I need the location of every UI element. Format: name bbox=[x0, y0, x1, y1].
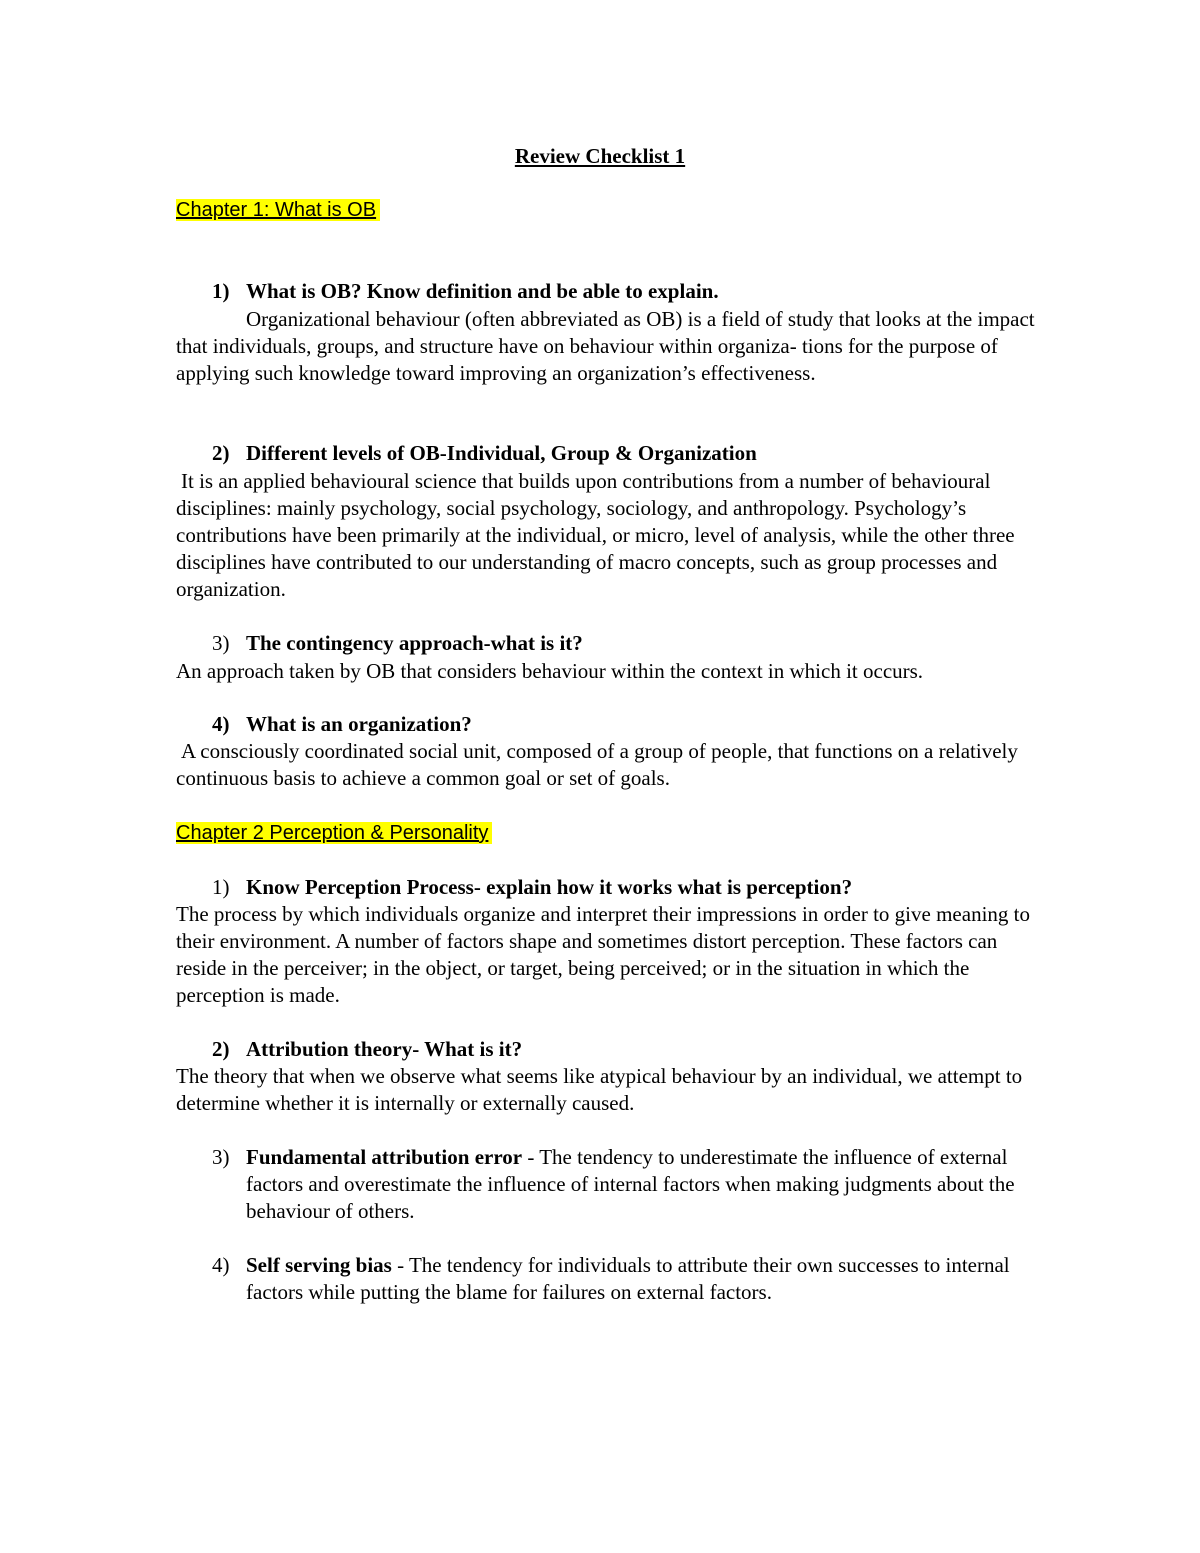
ch2-item4-number: 4) bbox=[212, 1253, 230, 1277]
ch1-q3-text: The contingency approach-what is it? bbox=[246, 631, 583, 655]
ch2-item4-body bbox=[212, 1252, 1042, 1306]
ch1-q1-text: What is OB? Know definition and be able to explain. bbox=[246, 279, 719, 303]
chapter-2-heading-text: Chapter 2 Perception & Personality bbox=[176, 822, 492, 844]
ch1-q3 bbox=[212, 630, 583, 657]
ch1-q2-text: Different levels of OB-Individual, Group & Organization bbox=[246, 441, 757, 465]
chapter-1-heading-text: Chapter 1: What is OB bbox=[176, 199, 380, 221]
ch2-a1: The process by which individuals organize and interpret their impressions in order to give meaning to their environment. A number of factors shape and sometimes distort perception. These factors can reside in the perceiver; in the object, or target, being perceived; or in the situation in which the perception is made. bbox=[176, 902, 1030, 1007]
ch2-item3 bbox=[212, 1144, 1042, 1225]
ch1-q2 bbox=[212, 440, 757, 467]
ch2-q1 bbox=[212, 874, 852, 901]
ch2-item3-number: 3) bbox=[212, 1145, 230, 1169]
ch2-q2-text: Attribution theory- What is it? bbox=[246, 1037, 523, 1061]
ch1-q3-number: 3) bbox=[212, 631, 230, 655]
ch1-q4-number: 4) bbox=[212, 712, 230, 736]
ch2-q1-text: Know Perception Process- explain how it works what is perception? bbox=[246, 875, 853, 899]
ch2-a2: The theory that when we observe what seems like atypical behaviour by an individual, we attempt to determine whether it is internally or externally caused. bbox=[176, 1064, 1023, 1115]
chapter-1-heading bbox=[176, 197, 380, 224]
ch1-a2: It is an applied behavioural science that builds upon contributions from a number of behavioural disciplines: mainly psychology, social psychology, sociology, and anthropology. Psychology’s contributions have been primarily at the individual, or micro, level of analysis, while the other three disciplines have contributed to our understanding of macro concepts, such as group processes and organization. bbox=[176, 469, 1015, 601]
ch2-item3-definition: - The tendency to underestimate the influence of external factors and overestimate the influence of internal factors when making judgments about the behaviour of others. bbox=[246, 1145, 1015, 1223]
ch2-q1-number: 1) bbox=[212, 875, 230, 899]
ch2-item4-definition: - The tendency for individuals to attribute their own successes to internal factors while putting the blame for failures on external factors. bbox=[246, 1253, 1010, 1304]
ch1-a3: An approach taken by OB that considers behaviour within the context in which it occurs. bbox=[176, 659, 924, 683]
ch1-a1: Organizational behaviour (often abbreviated as OB) is a field of study that looks at the impact that individuals, groups, and structure have on behaviour within organiza- tions for the purpose of applying such knowledge toward improving an organization’s effectiveness. bbox=[176, 307, 1035, 385]
ch1-q1-number: 1) bbox=[212, 279, 230, 303]
ch2-item3-term: Fundamental attribution error bbox=[246, 1145, 523, 1169]
ch1-q1 bbox=[212, 278, 719, 305]
ch2-item4 bbox=[212, 1252, 1042, 1306]
ch2-q2-number: 2) bbox=[212, 1037, 230, 1061]
chapter-2-heading bbox=[176, 820, 492, 847]
ch1-q4 bbox=[212, 711, 472, 738]
ch2-item3-body bbox=[212, 1144, 1042, 1225]
ch1-q2-number: 2) bbox=[212, 441, 230, 465]
ch1-q4-text: What is an organization? bbox=[246, 712, 472, 736]
ch2-item4-term: Self serving bias bbox=[246, 1253, 392, 1277]
ch1-a4: A consciously coordinated social unit, composed of a group of people, that functions on a relatively continuous basis to achieve a common goal or set of goals. bbox=[176, 739, 1018, 790]
ch2-q2 bbox=[212, 1036, 522, 1063]
document-title: Review Checklist 1 bbox=[514, 144, 686, 168]
